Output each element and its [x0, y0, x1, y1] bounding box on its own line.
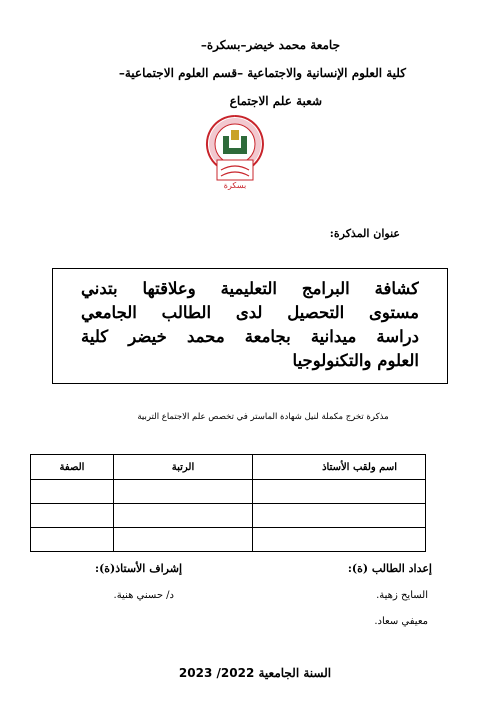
branch-name: شعبة علم الاجتماع	[229, 94, 322, 108]
table-header-row	[31, 455, 426, 480]
academic-year-label: السنة الجامعية	[258, 666, 332, 680]
table-cell	[253, 504, 426, 528]
supervisor-name: د/ حسني هنية.	[113, 590, 174, 601]
faculty-name: كلية العلوم الإنسانية والاجتماعية –قسم العلوم الاجتماعية–	[118, 66, 406, 80]
table-cell	[114, 504, 253, 528]
degree-note: مذكرة تخرج مكملة لنيل شهادة الماستر في تخصص علم الاجتماع التربية	[137, 412, 389, 422]
column-header-rank: الرتبة	[114, 455, 253, 480]
title-line: دراسة ميدانية بجامعة محمد خيضر كلية	[81, 327, 419, 346]
committee-table	[30, 454, 426, 552]
supervision-label: إشراف الأستاذ(ة):	[95, 562, 182, 575]
table-cell	[114, 528, 253, 552]
table-row	[31, 528, 426, 552]
table-cell	[253, 480, 426, 504]
table-cell	[114, 480, 253, 504]
title-line: العلوم والتكنولوجيا	[292, 351, 419, 370]
title-line: مستوى التحصيل لدى الطالب الجامعي	[81, 303, 419, 322]
student-name: معيفي سعاد.	[374, 616, 428, 627]
table-cell	[31, 528, 114, 552]
column-header-name: اسم ولقب الأستاذ	[253, 455, 426, 480]
academic-year	[175, 666, 335, 680]
table-cell	[31, 480, 114, 504]
table-row	[31, 480, 426, 504]
column-header-role: الصفة	[31, 455, 114, 480]
table-cell	[31, 504, 114, 528]
memo-title-label: عنوان المذكرة:	[329, 227, 400, 240]
table-row	[31, 504, 426, 528]
university-name: جامعة محمد خيضر–بسكرة–	[200, 38, 340, 52]
prepared-by-label: إعداد الطالب (ة):	[347, 562, 432, 575]
student-name: السايح زهية.	[376, 590, 428, 601]
table-cell	[253, 528, 426, 552]
title-line: كشافة البرامج التعليمية وعلاقتها بتدني	[81, 279, 419, 298]
academic-year-value: 2022/ 2023	[178, 666, 255, 680]
title-box	[52, 268, 448, 384]
logo-bottom-text: بسكرة	[223, 181, 247, 190]
